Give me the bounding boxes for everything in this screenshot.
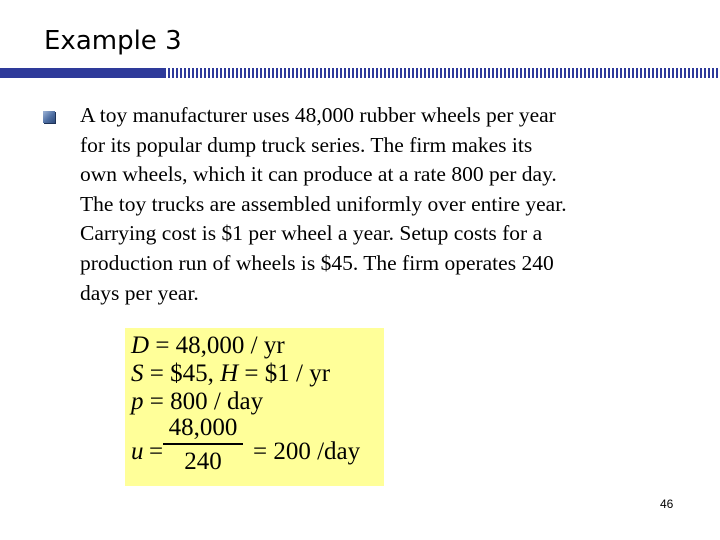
formula-text: = $45, [143, 360, 221, 387]
formula-fraction [163, 415, 243, 475]
problem-statement [80, 101, 700, 308]
fraction-denominator: 240 [184, 448, 222, 475]
formula-var: S [131, 360, 144, 387]
fraction-bar [163, 443, 243, 445]
formula-text: = 48,000 / yr [149, 332, 285, 359]
slide-title: Example 3 [44, 26, 182, 56]
formula-var: H [220, 360, 239, 387]
bullet-icon [43, 111, 55, 123]
body-line: own wheels, which it can produce at a rate 800 per day. [80, 162, 557, 187]
formula-text: = $1 / yr [238, 360, 331, 387]
formula-setup-holding [131, 361, 330, 387]
page-number: 46 [660, 497, 674, 511]
body-line: A toy manufacturer uses 48,000 rubber wheels per year [80, 103, 556, 127]
formula-production-rate [131, 389, 263, 415]
body-line: days per year. [80, 280, 199, 305]
body-line: for its popular dump truck series. The firm makes its [80, 132, 533, 157]
formula-var: D [131, 332, 150, 359]
body-line: production run of wheels is $45. The firm operates 240 [80, 250, 554, 275]
title-rule [0, 66, 720, 78]
body-line: The toy trucks are assembled uniformly over entire year. [80, 191, 567, 216]
formula-demand [131, 333, 285, 359]
formula-equals: = [149, 438, 164, 465]
formula-box [125, 328, 384, 486]
body-line: Carrying cost is $1 per wheel a year. Setup costs for a [80, 221, 543, 246]
fraction-numerator: 48,000 [168, 414, 238, 441]
formula-var: p [131, 388, 144, 415]
formula-text: = 800 / day [143, 388, 264, 415]
formula-usage-result: = 200 /day [253, 438, 361, 465]
formula-var: u [131, 438, 144, 465]
